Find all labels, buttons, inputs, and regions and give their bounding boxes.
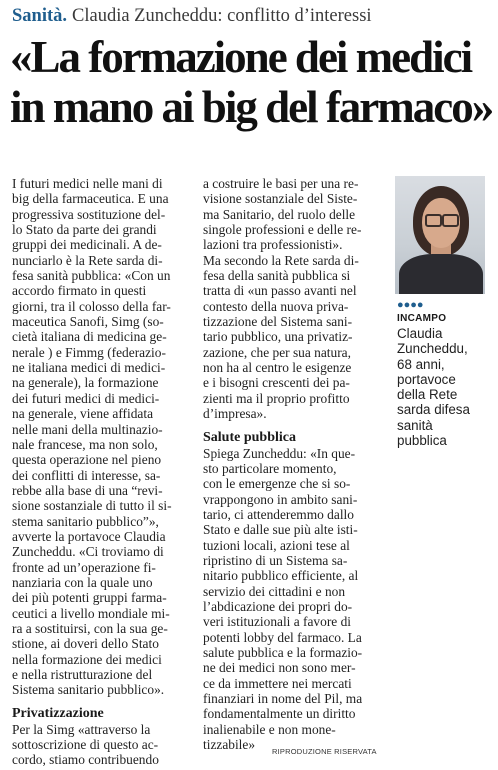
- text-line: sto particolare momento,: [203, 460, 337, 476]
- text-line: dei conflitti di interesse, sa-: [12, 467, 161, 483]
- text-line: Spiega Zuncheddu: «In que-: [203, 445, 356, 461]
- text-line: finanziari in nome del Pil, ma: [203, 691, 363, 706]
- text-line: sione sostanziale di tutto il si-: [12, 498, 172, 514]
- text-line: pubblica: [397, 433, 447, 449]
- kicker-topic: Claudia Zuncheddu: conflitto d’interessi: [72, 6, 372, 26]
- text-line: Claudia: [397, 326, 443, 341]
- text-line: nerale ) e Fimmg (federazio-: [12, 344, 166, 360]
- text-line: ceutici a livello mondiale mi-: [12, 605, 170, 621]
- text-line: vrappongono in ambito sani-: [203, 491, 358, 507]
- portrait-photo: [395, 176, 485, 294]
- text-line: nale francese, ma non solo,: [12, 436, 158, 452]
- text-line: inalienabile e non mone-: [203, 721, 336, 737]
- article-column-1: [12, 176, 192, 768]
- text-line: maceutica Sanofi, Simg (so-: [12, 314, 164, 330]
- text-line: zienti ma il proprio profitto: [203, 390, 350, 406]
- text-line: ce da immettere nei mercati: [203, 675, 352, 691]
- text-line: giorni, tra il colosso della far-: [12, 298, 171, 314]
- text-line: nelle mani della multinazio-: [12, 421, 163, 437]
- text-line: 68 anni,: [397, 356, 445, 372]
- text-line: non ha al centro le esigenze: [203, 360, 352, 376]
- photo-caption: [397, 326, 492, 448]
- column-1-body: [12, 176, 192, 698]
- headline: [10, 32, 494, 132]
- text-line: visione sostanziale del Siste-: [203, 191, 358, 207]
- text-line: accordo firmato in questi: [12, 283, 147, 299]
- text-line: Zuncheddu,: [397, 341, 468, 357]
- text-line: a costruire le basi per una re-: [203, 176, 359, 191]
- text-line: portavoce: [397, 371, 456, 387]
- kicker: [12, 4, 492, 28]
- text-line: ra a sostituirsi, con la sua ge-: [12, 620, 168, 636]
- text-line: potenti lobby del farmaco. La: [203, 629, 362, 645]
- text-line: nella formazione dei medici: [12, 651, 162, 667]
- text-line: gruppi dei medicinali. A de-: [12, 237, 162, 253]
- text-line: veri istituzionali a favore di: [203, 614, 351, 630]
- text-line: na generale), la formazione: [12, 375, 159, 391]
- subhead-privatizzazione: Privatizzazione: [12, 705, 104, 721]
- text-line: lo Stato da parte dei grandi: [12, 222, 157, 238]
- text-line: fesa sanità pubblica: «Con un: [12, 268, 171, 284]
- text-line: stione, ai doveri dello Stato: [12, 636, 159, 652]
- text-line: sarda difesa: [397, 402, 470, 418]
- text-line: tuzioni locali, azioni tese al: [203, 537, 350, 553]
- subhead-salute-pubblica: Salute pubblica: [203, 429, 296, 445]
- text-line: singole professioni e delle re-: [203, 222, 362, 238]
- text-line: progressiva sostituzione del-: [12, 206, 166, 222]
- text-line: lazioni tra professionisti».: [203, 237, 343, 253]
- text-line: na generale, viene affidata: [12, 406, 154, 422]
- incampo-tag: INCAMPO: [397, 313, 447, 324]
- text-line: contesto della nuova priva-: [203, 298, 349, 314]
- text-line: nunciarlo è la Rete sarda di-: [12, 252, 163, 268]
- text-line: rebbe alla base di una “revi-: [12, 482, 163, 498]
- text-line: tario, ci attenderemmo dallo: [203, 506, 354, 522]
- text-line: ne italiana medici di medici-: [12, 360, 166, 376]
- text-line: l’abdicazione dei propri do-: [203, 598, 353, 614]
- text-line: sanità: [397, 417, 433, 433]
- text-line: fronte ad un’operazione fi-: [12, 559, 156, 575]
- text-line: Ma secondo la Rete sarda di-: [203, 252, 359, 268]
- text-line: fesa della sanità pubblica si: [203, 268, 351, 284]
- text-line: dei futuri medici di medici-: [12, 390, 160, 406]
- text-line: big della farmaceutica. E una: [12, 191, 169, 207]
- text-line: servizio dei cittadini e non: [203, 583, 346, 599]
- text-line: ma Sanitario, del ruolo delle: [203, 206, 356, 222]
- text-line: tizzabile»: [203, 737, 256, 753]
- copyright-note: RIPRODUZIONE RISERVATA: [272, 747, 377, 756]
- text-line: nanziaria con la quale uno: [12, 574, 153, 590]
- headline-line-2: in mano ai big del farmaco»: [10, 82, 493, 132]
- text-line: sottoscrizione di questo ac-: [12, 737, 159, 753]
- text-line: e i bisogni crescenti dei pa-: [203, 375, 350, 391]
- text-line: Per la Simg «attraverso la: [12, 721, 151, 737]
- text-line: tizzazione del Sistema sani-: [203, 314, 353, 330]
- article-column-2: [203, 176, 383, 752]
- headline-line-1: «La formazione dei medici: [10, 32, 472, 82]
- text-line: della Rete: [397, 387, 458, 403]
- text-line: zazione, che per sua natura,: [203, 344, 351, 360]
- text-line: con le emergenze che si so-: [203, 476, 351, 492]
- text-line: dei più potenti gruppi farma-: [12, 590, 167, 606]
- text-line: questa operazione nel pieno: [12, 452, 162, 468]
- column-1-body-continued: [12, 722, 192, 768]
- column-2-body: [203, 176, 383, 422]
- text-line: I futuri medici nelle mani di: [12, 176, 163, 191]
- column-2-body-continued: [203, 446, 383, 753]
- text-line: fondamentalmente un diritto: [203, 706, 356, 722]
- text-line: Zuncheddu. «Ci troviamo di: [12, 544, 164, 560]
- text-line: ne dei medici non sono mer-: [203, 660, 356, 676]
- text-line: ripristino di un Sistema sa-: [203, 552, 348, 568]
- text-line: nitario pubblico efficiente, al: [203, 568, 359, 584]
- text-line: cordo, stiamo contribuendo: [12, 752, 159, 768]
- text-line: Sistema sanitario pubblico».: [12, 682, 165, 698]
- section-dots-icon: ●●●●: [397, 299, 424, 311]
- text-line: avverte la portavoce Claudia: [12, 528, 166, 544]
- text-line: tario pubblico, una privatiz-: [203, 329, 353, 345]
- text-line: cietà italiana di medicina ge-: [12, 329, 167, 345]
- text-line: tratta di «un passo avanti nel: [203, 283, 357, 299]
- text-line: stema sanitario pubblico”»,: [12, 513, 159, 529]
- text-line: d’impresa».: [203, 406, 267, 422]
- section-label: Sanità.: [12, 6, 68, 26]
- text-line: Stato e dalle sue più alte isti-: [203, 522, 358, 538]
- text-line: e nella ristrutturazione del: [12, 667, 153, 682]
- text-line: salute pubblica e la formazio-: [203, 644, 363, 660]
